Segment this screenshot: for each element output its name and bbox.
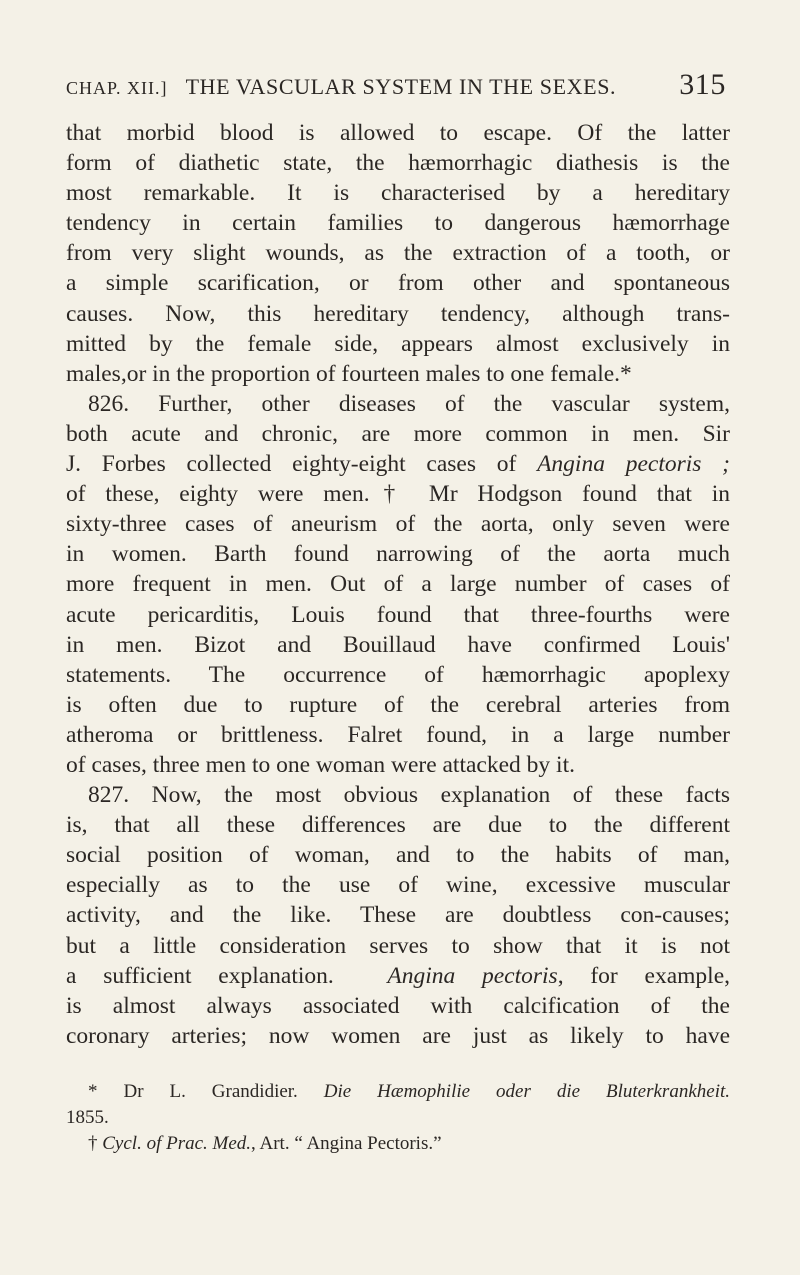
text-line: but a little consideration serves to show that it is not	[66, 932, 730, 959]
chapter-label: CHAP. XII.]	[66, 78, 168, 98]
text-line: in men. Bizot and Bouillaud have confirmed Louis'	[66, 631, 730, 658]
footnote-text: * Dr L. Grandidier.	[88, 1081, 324, 1102]
text-line: from very slight wounds, as the extraction of a tooth, or	[66, 240, 730, 267]
text-line: is, that all these differences are due to the different	[66, 812, 730, 839]
footnote-title: Die Hæmophilie oder die Bluterkrankheit.	[323, 1081, 730, 1102]
text-line: activity, and the like. These are doubtless con-causes;	[66, 902, 730, 929]
paragraph-826-start: 826. Further, other diseases of the vascular system,	[88, 390, 730, 417]
italic-term: Angina pectoris ;	[537, 451, 730, 478]
text-line: especially as to the use of wine, excessive muscular	[66, 872, 730, 899]
text-line: atheroma or brittleness. Falret found, in a large number	[66, 721, 730, 748]
text-line: most remarkable. It is characterised by a hereditary	[66, 180, 730, 207]
paragraph-827-start: 827. Now, the most obvious explanation of these facts	[88, 782, 730, 809]
footnote-1	[66, 1079, 730, 1105]
text-line: males,or in the proportion of fourteen males to one female.*	[66, 360, 632, 387]
footnote-2	[66, 1131, 730, 1157]
text-line: of cases, three men to one woman were attacked by it.	[66, 751, 575, 778]
text-line	[66, 961, 730, 991]
text-line: is often due to rupture of the cerebral arteries from	[66, 691, 730, 718]
running-header	[66, 68, 726, 101]
text-line: mitted by the female side, appears almost exclusively in	[66, 330, 730, 357]
text-run: a sufficient explanation.	[66, 962, 334, 989]
text-line	[66, 449, 730, 479]
footnote-text: †	[88, 1133, 103, 1154]
text-line: that morbid blood is allowed to escape. Of the latter	[66, 120, 730, 146]
text-line: is almost always associated with calcification of the	[66, 992, 730, 1019]
page-number: 315	[679, 68, 726, 101]
footnote-1-year: 1855.	[66, 1107, 109, 1128]
text-run: J. Forbes collected eighty-eight cases of	[66, 451, 538, 478]
footnotes	[66, 1079, 730, 1157]
text-line: coronary arteries; now women are just as likely to have	[66, 1022, 730, 1049]
text-line: acute pericarditis, Louis found that three-fourths were	[66, 601, 730, 628]
text-line: a simple scarification, or from other and spontaneous	[66, 270, 730, 297]
text-line: of these, eighty were men.† Mr Hodgson found that in	[66, 481, 730, 508]
footnote-title: Cycl. of Prac. Med.	[102, 1133, 252, 1154]
text-line: sixty-three cases of aneurism of the aorta, only seven were	[66, 511, 730, 538]
text-line: form of diathetic state, the hæmorrhagic diathesis is the	[66, 150, 730, 177]
text-line: tendency in certain families to dangerous hæmorrhage	[66, 210, 730, 237]
text-line: in women. Barth found narrowing of the aorta much	[66, 541, 730, 568]
text-line: more frequent in men. Out of a large number of cases of	[66, 571, 730, 598]
running-title: THE VASCULAR SYSTEM IN THE SEXES.	[185, 74, 617, 99]
text-line: statements. The occurrence of hæmorrhagic apoplexy	[66, 661, 730, 688]
footnote-text: , Art. “ Angina Pectoris.”	[251, 1133, 442, 1154]
text-line: both acute and chronic, are more common in men. Sir	[66, 420, 730, 447]
text-line: causes. Now, this hereditary tendency, although trans-	[66, 300, 730, 327]
text-run: , for example,	[557, 962, 731, 989]
body-text	[66, 118, 730, 1051]
text-line: social position of woman, and to the habits of man,	[66, 842, 730, 869]
italic-term: Angina pectoris	[387, 962, 558, 989]
